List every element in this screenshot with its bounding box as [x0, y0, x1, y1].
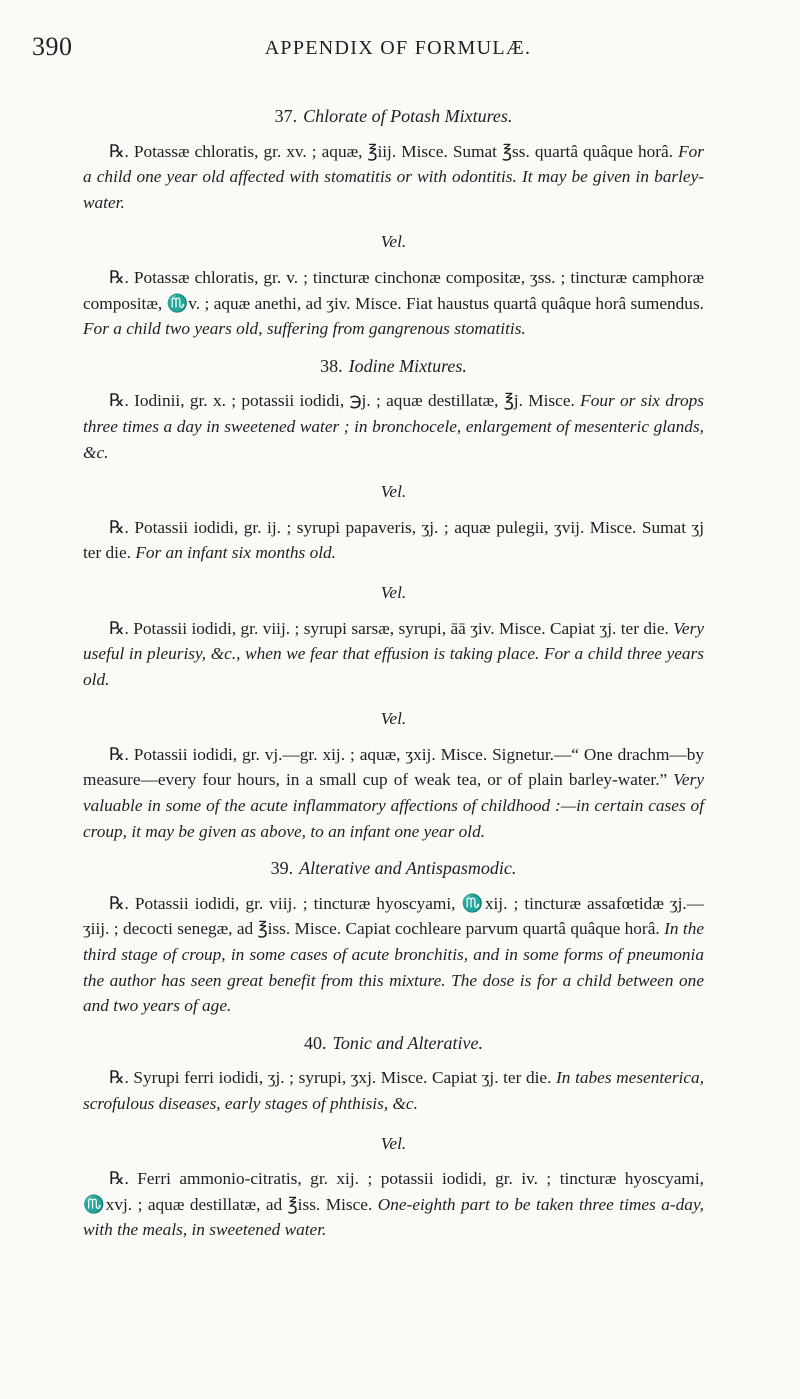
- section-gap: [83, 1247, 704, 1255]
- prescription-text: ℞. Syrupi ferri iodidi, ʒj. ; syrupi, ʒxj. Misce. Capiat ʒj. ter die.: [109, 1068, 552, 1088]
- alternative-label: Vel.: [380, 582, 407, 602]
- prescription-note: For a child one year old affected with stomatitis or with odontitis. It may be given in barley-water.: [83, 141, 704, 212]
- prescription-note: Very useful in pleurisy, &c., when we fear that effusion is taking place. For a child three years old.: [83, 618, 704, 689]
- section-gap: [83, 848, 704, 856]
- page-header: [32, 32, 704, 72]
- prescription: [83, 1166, 704, 1243]
- prescription: [83, 388, 704, 465]
- prescription-note: In tabes mesenterica, scrofulous diseases, early stages of phthisis, &c.: [83, 1068, 704, 1113]
- alternative-label: Vel.: [380, 482, 407, 502]
- section-title: [83, 856, 704, 882]
- prescription-text: ℞. Potassii iodidi, gr. viij. ; syrupi sarsæ, syrupi, āā ʒiv. Misce. Capiat ʒj. ter die.: [109, 618, 669, 638]
- section-title: [83, 104, 704, 130]
- prescription: [83, 742, 704, 844]
- section-gap: [83, 346, 704, 354]
- prescription-text: ℞. Potassii iodidi, gr. ij. ; syrupi papaveris, ʒj. ; aquæ pulegii, ʒvij. Misce. Sumat ʒj ter die.: [83, 517, 704, 563]
- page-content: [83, 104, 704, 1255]
- prescription-text: ℞. Potassæ chloratis, gr. xv. ; aquæ, ℥iij. Misce. Sumat ℥ss. quartâ quâque horâ.: [109, 141, 674, 161]
- prescription-text: ℞. Potassii iodidi, gr. viij. ; tincturæ hyoscyami, ♏xij. ; tincturæ assafœtidæ ʒj.—ʒiij. ; decocti senegæ, ad ℥iss. Misce. Capiat cochleare parvum quartâ quâque horâ.: [83, 893, 704, 939]
- section-number: 39.: [270, 858, 294, 879]
- prescription-note: In the third stage of croup, in some cases of acute bronchitis, and in some forms of pneumonia the author has seen great benefit from this mixture. The dose is for a child between one and two years of age.: [83, 919, 704, 1016]
- prescription-note: For an infant six months old.: [135, 543, 336, 563]
- prescription-text: ℞. Potassæ chloratis, gr. v. ; tincturæ cinchonæ compositæ, ʒss. ; tincturæ camphoræ compositæ, ♏v. ; aquæ anethi, ad ʒiv. Misce. Fiat haustus quartâ quâque horâ sumendus.: [83, 267, 704, 313]
- section-name: Tonic and Alterative.: [332, 1032, 483, 1053]
- prescription-text: ℞. Iodinii, gr. x. ; potassii iodidi, ℈j. ; aquæ destillatæ, ℥j. Misce.: [109, 391, 575, 411]
- section-number: 38.: [320, 355, 343, 376]
- section-title: [83, 354, 704, 380]
- section-number: 37.: [274, 106, 298, 126]
- prescription: [83, 515, 704, 566]
- alternative-label: Vel.: [380, 1133, 407, 1153]
- section-name: Chlorate of Potash Mixtures.: [303, 106, 513, 126]
- alternative-label: Vel.: [380, 709, 407, 729]
- section-number: 40.: [304, 1032, 327, 1053]
- prescription-note: Four or six drops three times a day in sweetened water ; in bronchocele, enlargement of mesenteric glands, &c.: [83, 391, 704, 462]
- prescription: [83, 1065, 704, 1116]
- prescription: [83, 265, 704, 342]
- section-name: Alterative and Antispasmodic.: [299, 858, 517, 879]
- alternative-label: Vel.: [380, 232, 407, 252]
- page-number: 390: [32, 32, 73, 61]
- prescription: [83, 616, 704, 693]
- section-title: [83, 1031, 704, 1057]
- section-name: Iodine Mixtures.: [348, 355, 467, 376]
- prescription-text: ℞. Potassii iodidi, gr. vj.—gr. xij. ; aquæ, ʒxij. Misce. Signetur.—“ One drachm—by measure—every four hours, in a small cup of weak tea, or of plain barley-water.”: [83, 744, 704, 790]
- prescription: [83, 139, 704, 216]
- prescription-note: Very valuable in some of the acute inflammatory affections of childhood :—in certain cases of croup, it may be given as above, to an infant one year old.: [83, 770, 704, 841]
- running-head: APPENDIX OF FORMULÆ.: [264, 37, 532, 59]
- prescription-note: For a child two years old, suffering from gangrenous stomatitis.: [83, 319, 526, 339]
- section-gap: [83, 1023, 704, 1031]
- prescription-note: One-eighth part to be taken three times a-day, with the meals, in sweetened water.: [83, 1194, 704, 1240]
- prescription-text: ℞. Ferri ammonio-citratis, gr. xij. ; potassii iodidi, gr. iv. ; tincturæ hyoscyami, ♏xvj. ; aquæ destillatæ, ad ℥iss. Misce.: [83, 1169, 704, 1214]
- prescription: [83, 891, 704, 1019]
